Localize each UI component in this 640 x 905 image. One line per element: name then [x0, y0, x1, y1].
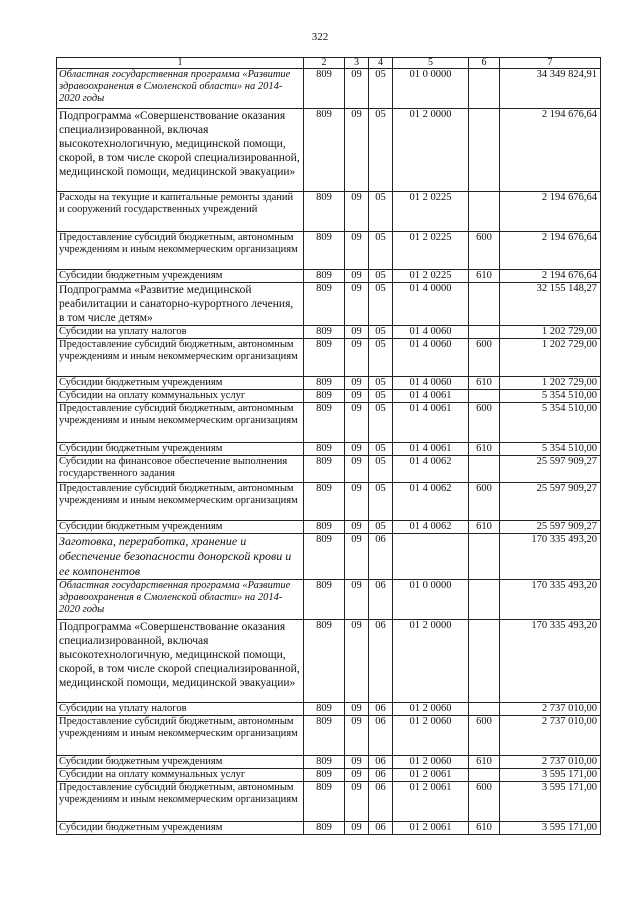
column-header-target: 5 — [393, 58, 469, 69]
row-section-cell: 09 — [345, 534, 369, 580]
row-expense-type-cell: 610 — [469, 521, 500, 534]
row-target-cell: 01 4 0000 — [393, 283, 469, 326]
table-row — [57, 403, 601, 443]
row-sum-cell: 1 202 729,00 — [500, 377, 601, 390]
row-sum-cell: 2 737 010,00 — [500, 703, 601, 716]
row-sum-cell: 3 595 171,00 — [500, 769, 601, 782]
row-section-cell: 09 — [345, 390, 369, 403]
row-subsection-cell: 06 — [369, 580, 393, 620]
row-code-cell: 809 — [304, 69, 345, 109]
row-target-cell: 01 2 0225 — [393, 232, 469, 270]
table-row — [57, 443, 601, 456]
row-section-cell: 09 — [345, 580, 369, 620]
row-code-cell: 809 — [304, 483, 345, 521]
column-header-subsection: 4 — [369, 58, 393, 69]
row-code-cell: 809 — [304, 403, 345, 443]
row-code-cell: 809 — [304, 716, 345, 756]
table-row — [57, 456, 601, 483]
row-subsection-cell: 05 — [369, 390, 393, 403]
column-header-expense-type: 6 — [469, 58, 500, 69]
row-subsection-cell: 05 — [369, 339, 393, 377]
row-sum-cell: 2 194 676,64 — [500, 192, 601, 232]
row-target-cell: 01 0 0000 — [393, 580, 469, 620]
table-row — [57, 390, 601, 403]
table-row — [57, 339, 601, 377]
row-subsection-cell: 05 — [369, 326, 393, 339]
row-expense-type-cell — [469, 283, 500, 326]
row-expense-type-cell: 600 — [469, 403, 500, 443]
row-section-cell: 09 — [345, 326, 369, 339]
row-expense-type-cell — [469, 69, 500, 109]
row-name-cell: Подпрограмма «Развитие медицинской реабилитации и санаторно-курортного лечения, в том числе детям» — [57, 283, 304, 326]
row-sum-cell: 2 737 010,00 — [500, 756, 601, 769]
row-name-cell: Субсидии бюджетным учреждениям — [57, 270, 304, 283]
row-section-cell: 09 — [345, 109, 369, 192]
row-target-cell: 01 2 0225 — [393, 270, 469, 283]
row-expense-type-cell — [469, 192, 500, 232]
row-section-cell: 09 — [345, 822, 369, 835]
row-section-cell: 09 — [345, 769, 369, 782]
row-expense-type-cell — [469, 580, 500, 620]
row-expense-type-cell: 610 — [469, 756, 500, 769]
row-section-cell: 09 — [345, 283, 369, 326]
row-target-cell: 01 2 0060 — [393, 716, 469, 756]
row-section-cell: 09 — [345, 620, 369, 703]
row-subsection-cell: 05 — [369, 403, 393, 443]
row-target-cell: 01 4 0060 — [393, 377, 469, 390]
row-sum-cell: 25 597 909,27 — [500, 521, 601, 534]
row-subsection-cell: 05 — [369, 283, 393, 326]
row-target-cell: 01 2 0061 — [393, 822, 469, 835]
table-row — [57, 521, 601, 534]
row-name-cell: Субсидии на оплату коммунальных услуг — [57, 769, 304, 782]
row-section-cell: 09 — [345, 377, 369, 390]
row-section-cell: 09 — [345, 703, 369, 716]
row-code-cell: 809 — [304, 769, 345, 782]
row-expense-type-cell: 610 — [469, 270, 500, 283]
row-sum-cell: 2 737 010,00 — [500, 716, 601, 756]
row-code-cell: 809 — [304, 521, 345, 534]
row-sum-cell: 2 194 676,64 — [500, 109, 601, 192]
row-expense-type-cell: 600 — [469, 782, 500, 822]
row-section-cell: 09 — [345, 232, 369, 270]
row-expense-type-cell — [469, 109, 500, 192]
row-subsection-cell: 06 — [369, 769, 393, 782]
column-header-section: 3 — [345, 58, 369, 69]
row-target-cell: 01 4 0062 — [393, 483, 469, 521]
row-subsection-cell: 06 — [369, 534, 393, 580]
row-name-cell: Предоставление субсидий бюджетным, автономным учреждениям и иным некоммерческим организациям — [57, 339, 304, 377]
row-target-cell: 01 2 0225 — [393, 192, 469, 232]
row-sum-cell: 170 335 493,20 — [500, 580, 601, 620]
table-row — [57, 580, 601, 620]
table-header-row — [57, 58, 601, 69]
row-section-cell: 09 — [345, 403, 369, 443]
row-subsection-cell: 05 — [369, 270, 393, 283]
column-header-code: 2 — [304, 58, 345, 69]
row-section-cell: 09 — [345, 69, 369, 109]
table-row — [57, 377, 601, 390]
row-code-cell: 809 — [304, 580, 345, 620]
row-code-cell: 809 — [304, 232, 345, 270]
table-row — [57, 782, 601, 822]
row-subsection-cell: 05 — [369, 192, 393, 232]
row-section-cell: 09 — [345, 521, 369, 534]
row-code-cell: 809 — [304, 326, 345, 339]
row-expense-type-cell — [469, 769, 500, 782]
row-sum-cell: 5 354 510,00 — [500, 390, 601, 403]
row-target-cell: 01 2 0061 — [393, 769, 469, 782]
row-target-cell: 01 4 0062 — [393, 521, 469, 534]
row-subsection-cell: 06 — [369, 703, 393, 716]
row-name-cell: Субсидии бюджетным учреждениям — [57, 377, 304, 390]
row-target-cell: 01 2 0000 — [393, 620, 469, 703]
row-expense-type-cell: 600 — [469, 339, 500, 377]
row-name-cell: Субсидии бюджетным учреждениям — [57, 822, 304, 835]
row-section-cell: 09 — [345, 483, 369, 521]
row-target-cell: 01 4 0061 — [393, 403, 469, 443]
row-sum-cell: 3 595 171,00 — [500, 782, 601, 822]
table-body — [57, 69, 601, 835]
row-code-cell: 809 — [304, 109, 345, 192]
row-target-cell: 01 2 0060 — [393, 703, 469, 716]
row-name-cell: Предоставление субсидий бюджетным, автономным учреждениям и иным некоммерческим организациям — [57, 782, 304, 822]
row-expense-type-cell — [469, 620, 500, 703]
row-target-cell: 01 2 0061 — [393, 782, 469, 822]
table-row — [57, 283, 601, 326]
table-row — [57, 769, 601, 782]
row-name-cell: Областная государственная программа «Развитие здравоохранения в Смоленской области» на 2014-2020 годы — [57, 69, 304, 109]
row-code-cell: 809 — [304, 756, 345, 769]
row-name-cell: Субсидии на уплату налогов — [57, 703, 304, 716]
row-code-cell: 809 — [304, 703, 345, 716]
column-header-sum: 7 — [500, 58, 601, 69]
row-subsection-cell: 06 — [369, 822, 393, 835]
page-number: 322 — [311, 31, 329, 43]
row-section-cell: 09 — [345, 716, 369, 756]
table-row — [57, 822, 601, 835]
row-sum-cell: 170 335 493,20 — [500, 620, 601, 703]
row-section-cell: 09 — [345, 443, 369, 456]
row-code-cell: 809 — [304, 534, 345, 580]
row-target-cell: 01 4 0060 — [393, 339, 469, 377]
row-code-cell: 809 — [304, 822, 345, 835]
table-row — [57, 703, 601, 716]
row-sum-cell: 3 595 171,00 — [500, 822, 601, 835]
row-code-cell: 809 — [304, 339, 345, 377]
row-subsection-cell: 05 — [369, 456, 393, 483]
row-name-cell: Субсидии на уплату налогов — [57, 326, 304, 339]
row-name-cell: Областная государственная программа «Развитие здравоохранения в Смоленской области» на 2014-2020 годы — [57, 580, 304, 620]
row-sum-cell: 32 155 148,27 — [500, 283, 601, 326]
row-section-cell: 09 — [345, 339, 369, 377]
table-row — [57, 270, 601, 283]
table-row — [57, 232, 601, 270]
row-code-cell: 809 — [304, 283, 345, 326]
row-target-cell: 01 4 0061 — [393, 443, 469, 456]
table-row — [57, 534, 601, 580]
row-expense-type-cell — [469, 534, 500, 580]
row-section-cell: 09 — [345, 456, 369, 483]
row-sum-cell: 25 597 909,27 — [500, 483, 601, 521]
row-section-cell: 09 — [345, 782, 369, 822]
row-expense-type-cell: 600 — [469, 232, 500, 270]
row-name-cell: Подпрограмма «Совершенствование оказания специализированной, включая высокотехнологичную, медицинской помощи, скорой, в том числе скорой специализированной, медицинской помощи, медицинской эвакуации» — [57, 620, 304, 703]
row-name-cell: Субсидии бюджетным учреждениям — [57, 443, 304, 456]
table-row — [57, 192, 601, 232]
row-subsection-cell: 06 — [369, 716, 393, 756]
row-code-cell: 809 — [304, 270, 345, 283]
row-subsection-cell: 05 — [369, 483, 393, 521]
row-code-cell: 809 — [304, 782, 345, 822]
row-sum-cell: 1 202 729,00 — [500, 339, 601, 377]
table-row — [57, 620, 601, 703]
row-code-cell: 809 — [304, 390, 345, 403]
row-name-cell: Предоставление субсидий бюджетным, автономным учреждениям и иным некоммерческим организациям — [57, 483, 304, 521]
row-expense-type-cell: 610 — [469, 377, 500, 390]
row-subsection-cell: 05 — [369, 443, 393, 456]
row-name-cell: Расходы на текущие и капитальные ремонты зданий и сооружений государственных учреждений — [57, 192, 304, 232]
table-row — [57, 109, 601, 192]
row-code-cell: 809 — [304, 443, 345, 456]
row-name-cell: Заготовка, переработка, хранение и обеспечение безопасности донорской крови и ее компонентов — [57, 534, 304, 580]
budget-table — [56, 57, 601, 835]
row-name-cell: Предоставление субсидий бюджетным, автономным учреждениям и иным некоммерческим организациям — [57, 403, 304, 443]
table-row — [57, 716, 601, 756]
row-subsection-cell: 05 — [369, 521, 393, 534]
row-subsection-cell: 05 — [369, 377, 393, 390]
row-subsection-cell: 05 — [369, 109, 393, 192]
row-subsection-cell: 05 — [369, 69, 393, 109]
table-row — [57, 483, 601, 521]
row-sum-cell: 5 354 510,00 — [500, 443, 601, 456]
row-subsection-cell: 06 — [369, 620, 393, 703]
row-target-cell: 01 2 0060 — [393, 756, 469, 769]
row-target-cell: 01 4 0062 — [393, 456, 469, 483]
row-code-cell: 809 — [304, 377, 345, 390]
column-header-name: 1 — [57, 58, 304, 69]
row-code-cell: 809 — [304, 456, 345, 483]
row-expense-type-cell: 600 — [469, 483, 500, 521]
row-sum-cell: 170 335 493,20 — [500, 534, 601, 580]
row-target-cell: 01 0 0000 — [393, 69, 469, 109]
row-target-cell: 01 4 0060 — [393, 326, 469, 339]
row-section-cell: 09 — [345, 192, 369, 232]
row-target-cell: 01 4 0061 — [393, 390, 469, 403]
row-subsection-cell: 05 — [369, 232, 393, 270]
row-section-cell: 09 — [345, 756, 369, 769]
row-subsection-cell: 06 — [369, 782, 393, 822]
row-expense-type-cell: 610 — [469, 443, 500, 456]
row-target-cell: 01 2 0000 — [393, 109, 469, 192]
table-row — [57, 326, 601, 339]
row-sum-cell: 34 349 824,91 — [500, 69, 601, 109]
row-name-cell: Подпрограмма «Совершенствование оказания специализированной, включая высокотехнологичную, медицинской помощи, скорой, в том числе скорой специализированной, медицинской помощи, медицинской эвакуации» — [57, 109, 304, 192]
row-name-cell: Субсидии бюджетным учреждениям — [57, 756, 304, 769]
row-expense-type-cell: 610 — [469, 822, 500, 835]
table-row — [57, 756, 601, 769]
row-expense-type-cell — [469, 703, 500, 716]
row-section-cell: 09 — [345, 270, 369, 283]
row-name-cell: Субсидии на финансовое обеспечение выполнения государственного задания — [57, 456, 304, 483]
row-name-cell: Предоставление субсидий бюджетным, автономным учреждениям и иным некоммерческим организациям — [57, 716, 304, 756]
row-expense-type-cell: 600 — [469, 716, 500, 756]
row-name-cell: Субсидии бюджетным учреждениям — [57, 521, 304, 534]
row-expense-type-cell — [469, 456, 500, 483]
row-name-cell: Субсидии на оплату коммунальных услуг — [57, 390, 304, 403]
row-sum-cell: 2 194 676,64 — [500, 270, 601, 283]
row-sum-cell: 1 202 729,00 — [500, 326, 601, 339]
row-target-cell — [393, 534, 469, 580]
table-row — [57, 69, 601, 109]
row-sum-cell: 25 597 909,27 — [500, 456, 601, 483]
row-sum-cell: 5 354 510,00 — [500, 403, 601, 443]
row-expense-type-cell — [469, 326, 500, 339]
row-code-cell: 809 — [304, 192, 345, 232]
row-code-cell: 809 — [304, 620, 345, 703]
row-expense-type-cell — [469, 390, 500, 403]
row-subsection-cell: 06 — [369, 756, 393, 769]
row-name-cell: Предоставление субсидий бюджетным, автономным учреждениям и иным некоммерческим организациям — [57, 232, 304, 270]
row-sum-cell: 2 194 676,64 — [500, 232, 601, 270]
